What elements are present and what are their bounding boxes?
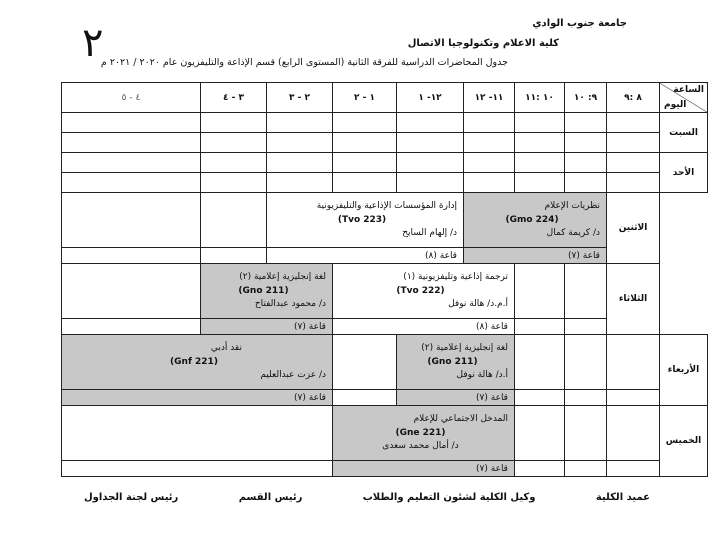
page-number: ٢ (82, 20, 104, 66)
course-code: (Gne 221) (395, 427, 446, 438)
course-code: (Gmo 224) (505, 214, 559, 225)
course-code: (Gnf 221) (170, 356, 218, 367)
monday-course-2 (267, 193, 464, 248)
course-instructor: أ.د/ هالة نوفل (456, 370, 508, 381)
course-code: (Gno 211) (427, 356, 478, 367)
course-title: إدارة المؤسسات الإذاعية والتليفزيونية (316, 201, 457, 212)
course-title: المدخل الاجتماعي للإعلام (413, 414, 508, 425)
course-instructor: د/ عزت عبدالعليم (260, 370, 326, 381)
day-monday: الاثنين (607, 193, 660, 264)
slot-2-3: ٢ - ٣ (267, 83, 333, 113)
schedule-table (61, 82, 708, 477)
wednesday-room-2: قاعة (٧) (62, 390, 333, 406)
header-row (62, 83, 708, 113)
course-code: (Tvo 223) (337, 214, 387, 225)
slot-10-11: ١٠ :١١ (515, 83, 565, 113)
slot-9-10: ٩: ١٠ (565, 83, 607, 113)
course-instructor: د/ محمود عبدالفتاح (254, 299, 326, 310)
course-title: ترجمة إذاعية وتليفزيونية (١) (403, 272, 508, 283)
slot-8-9: ٨ :٩ (607, 83, 660, 113)
course-code: (Tvo 222) (396, 285, 445, 296)
course-code: (Gno 211) (238, 285, 289, 296)
faculty-name: كلية الاعلام وتكنولوجيا الاتصال (407, 38, 559, 49)
slot-11-12: ١١- ١٢ (464, 83, 515, 113)
tuesday-course-1 (333, 264, 515, 319)
tuesday-course-2 (201, 264, 333, 319)
course-title: لغة إنجليزية إعلامية (٢) (421, 343, 508, 354)
course-instructor: د/ كريمة كمال (546, 228, 600, 239)
monday-room-1: قاعة (٧) (464, 248, 607, 264)
course-instructor: أ.م.د/ هالة نوفل (448, 299, 508, 310)
course-title: نقد أدبي (210, 343, 242, 354)
course-title: لغة إنجليزية إعلامية (٢) (239, 272, 326, 283)
thursday-room-1: قاعة (٧) (333, 461, 515, 477)
tuesday-room-1: قاعة (٨) (333, 319, 515, 335)
signature-schedule-committee: رئيس لجنة الجداول (84, 492, 179, 503)
corner-day: اليوم (664, 99, 687, 110)
signature-vice-dean: وكيل الكلية لشئون التعليم والطلاب (362, 492, 536, 503)
thursday-course-1 (333, 406, 515, 461)
corner-cell (660, 83, 708, 113)
wednesday-course-1 (397, 335, 515, 390)
day-thursday: الخميس (660, 406, 708, 477)
day-sunday: الأحد (660, 153, 708, 193)
course-instructor: د/ إلهام السايح (402, 228, 457, 239)
corner-hour: الساعة (673, 85, 704, 95)
day-wednesday: الأربعاء (660, 335, 708, 406)
monday-course-1 (464, 193, 607, 248)
signature-line (84, 492, 650, 503)
wednesday-course-2 (62, 335, 333, 390)
monday-room-2: قاعة (٨) (267, 248, 464, 264)
signature-department-head: رئيس القسم (238, 492, 303, 503)
slot-3-4: ٣ - ٤ (201, 83, 267, 113)
day-saturday: السبت (660, 113, 708, 153)
table-caption: جدول المحاضرات الدراسية للفرقة الثانية (المستوى الرابع) قسم الإذاعة والتليفزيون عام ٢٠٢٠ / ٢٠٢١ م (100, 57, 508, 68)
day-tuesday: الثلاثاء (607, 264, 660, 335)
signature-dean: عميد الكلية (595, 492, 650, 503)
wednesday-room-1: قاعة (٧) (397, 390, 515, 406)
course-title: نظريات الإعلام (544, 201, 600, 212)
slot-12-1: ١٢- ١ (397, 83, 464, 113)
slot-4-5: ٤ - ٥ (62, 83, 201, 113)
course-instructor: د/ أمال محمد سعدى (382, 441, 459, 452)
slot-1-2: ١ - ٢ (333, 83, 397, 113)
university-name: جامعة جنوب الوادي (532, 18, 627, 29)
tuesday-room-2: قاعة (٧) (201, 319, 333, 335)
